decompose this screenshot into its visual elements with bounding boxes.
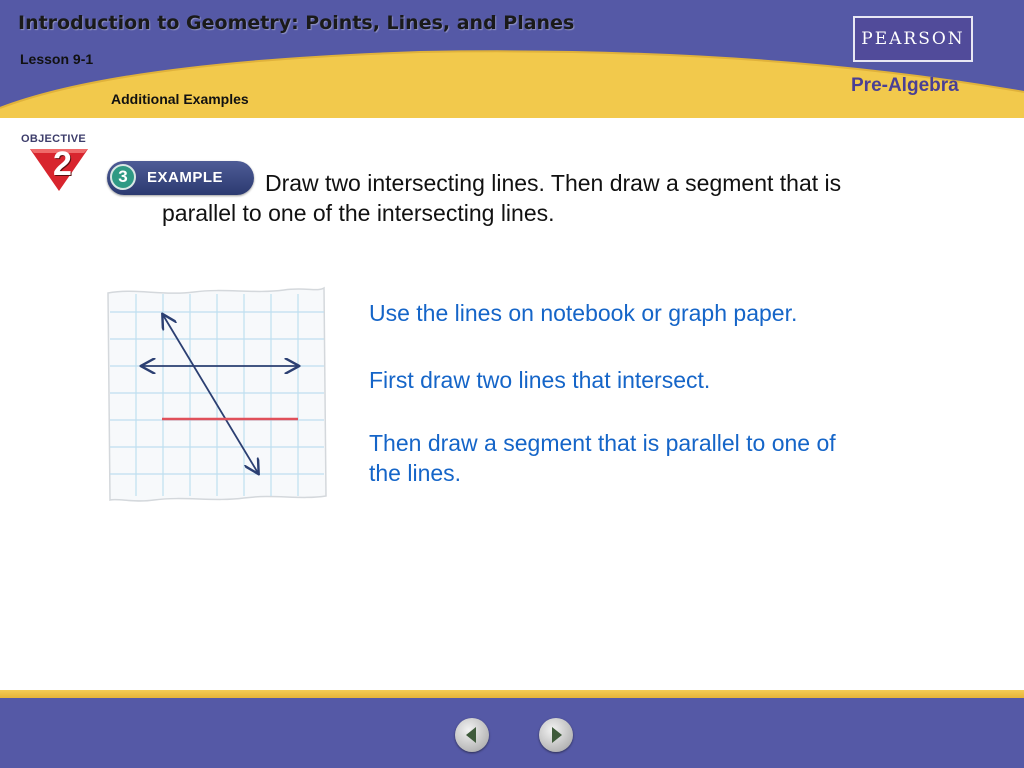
section-label: Additional Examples [111,91,249,107]
step-text-3-line2: the lines. [369,460,462,486]
objective-label: OBJECTIVE [21,133,87,145]
next-slide-button[interactable] [539,718,573,752]
step-text-1: Use the lines on notebook or graph paper. [369,300,798,326]
previous-slide-button[interactable] [455,718,489,752]
example-number: 3 [110,164,136,190]
footer-stripe [0,690,1024,698]
pearson-logo: PEARSON [853,16,973,62]
slide-title: Introduction to Geometry: Points, Lines, and Planes [18,12,575,34]
footer-bar [0,690,1024,768]
step-text-2: First draw two lines that intersect. [369,367,711,393]
graph-paper-figure [104,284,330,506]
header-banner [0,0,1024,118]
chevron-right-icon [539,718,573,752]
example-badge [107,161,254,195]
example-label: EXAMPLE [147,169,224,186]
objective-number: 2 [53,145,72,183]
step-text-3-line1: Then draw a segment that is parallel to one of [369,430,836,456]
example-prompt-line1: Draw two intersecting lines. Then draw a segment that is [265,170,842,196]
example-prompt-line2: parallel to one of the intersecting lines. [162,200,555,226]
lesson-label: Lesson 9-1 [20,51,94,67]
step-text-3 [369,428,836,488]
objective-badge [20,133,92,195]
chevron-left-icon [455,718,489,752]
subject-label: Pre-Algebra [851,75,959,96]
